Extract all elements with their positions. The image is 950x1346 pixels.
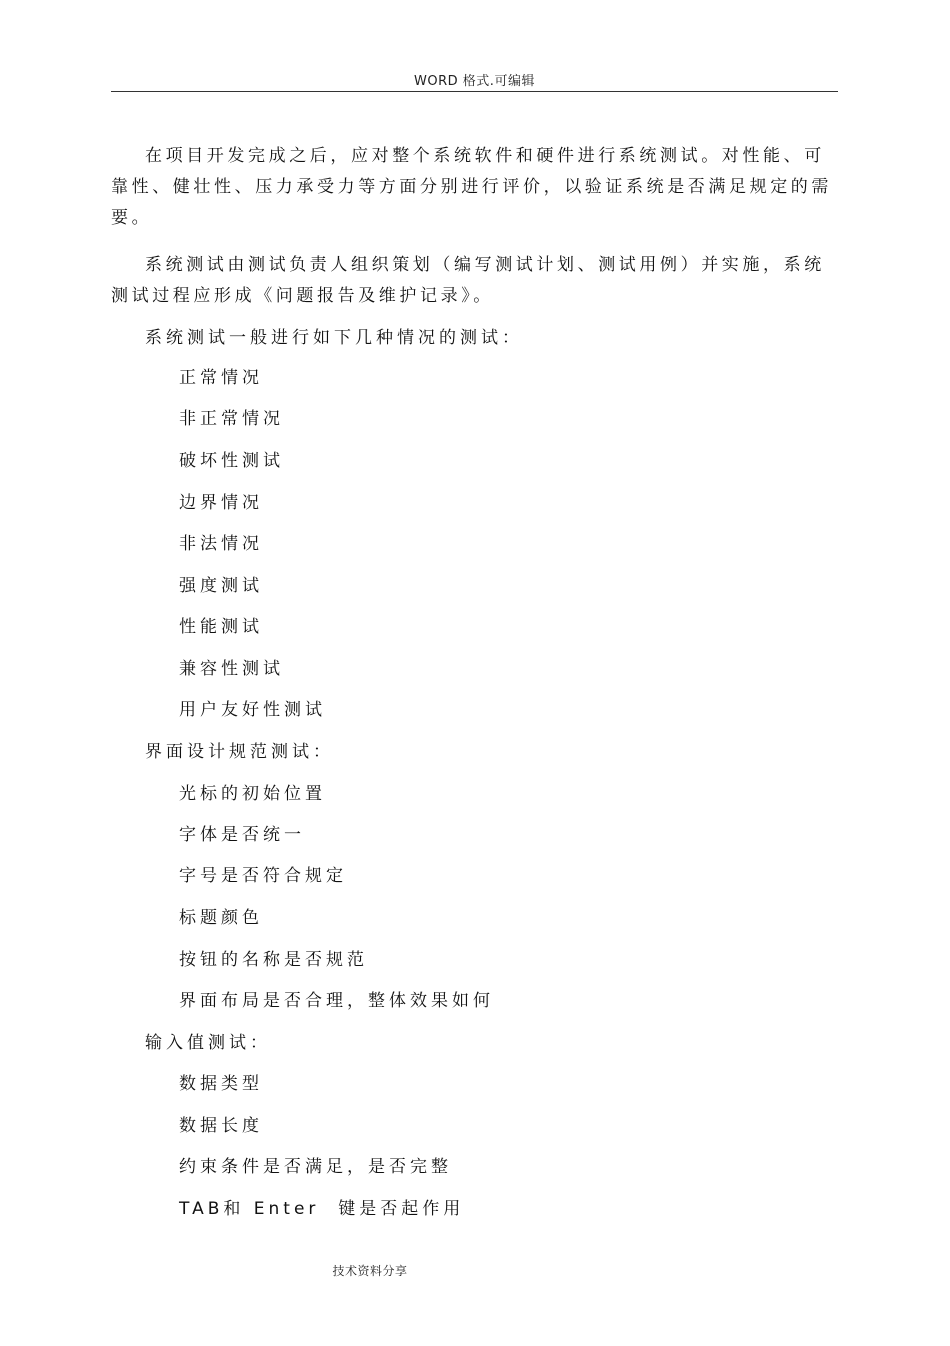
list-item: 边界情况 [179, 493, 263, 513]
header-rule [111, 91, 838, 92]
list-item: 强度测试 [179, 576, 263, 596]
list-item: 兼容性测试 [179, 659, 284, 679]
list-item: 按钮的名称是否规范 [179, 950, 368, 970]
list-item: 性能测试 [179, 617, 263, 637]
list-item: 非法情况 [179, 534, 263, 554]
list-item: 标题颜色 [179, 908, 263, 928]
list-item: 数据长度 [179, 1116, 263, 1136]
list-item: 约束条件是否满足，是否完整 [179, 1157, 452, 1177]
list-item: 破坏性测试 [179, 451, 284, 471]
list-item: 正常情况 [179, 368, 263, 388]
list-item: 字号是否符合规定 [179, 866, 347, 886]
list-item: 非正常情况 [179, 409, 284, 429]
list-item: 用户友好性测试 [179, 700, 326, 720]
ui-test-heading: 界面设计规范测试： [145, 742, 334, 762]
process-paragraph: 系统测试由测试负责人组织策划（编写测试计划、测试用例）并实施，系统测试过程应形成《问题报告及维护记录》。 [111, 255, 825, 306]
intro-paragraph: 在项目开发完成之后，应对整个系统软件和硬件进行系统测试。对性能、可靠性、健壮性、压力承受力等方面分别进行评价，以验证系统是否满足规定的需要。 [111, 146, 832, 228]
input-test-heading: 输入值测试： [145, 1033, 271, 1053]
list-item: 光标的初始位置 [179, 784, 326, 804]
page-header: WORD 格式.可编辑 [414, 74, 535, 89]
system-test-heading: 系统测试一般进行如下几种情况的测试： [145, 328, 523, 348]
list-item: 字体是否统一 [179, 825, 305, 845]
list-item: 界面布局是否合理，整体效果如何 [179, 991, 494, 1011]
list-item: TAB和 Enter 键是否起作用 [179, 1199, 465, 1219]
page-footer: 技术资料分享 [332, 1264, 408, 1278]
list-item: 数据类型 [179, 1074, 263, 1094]
